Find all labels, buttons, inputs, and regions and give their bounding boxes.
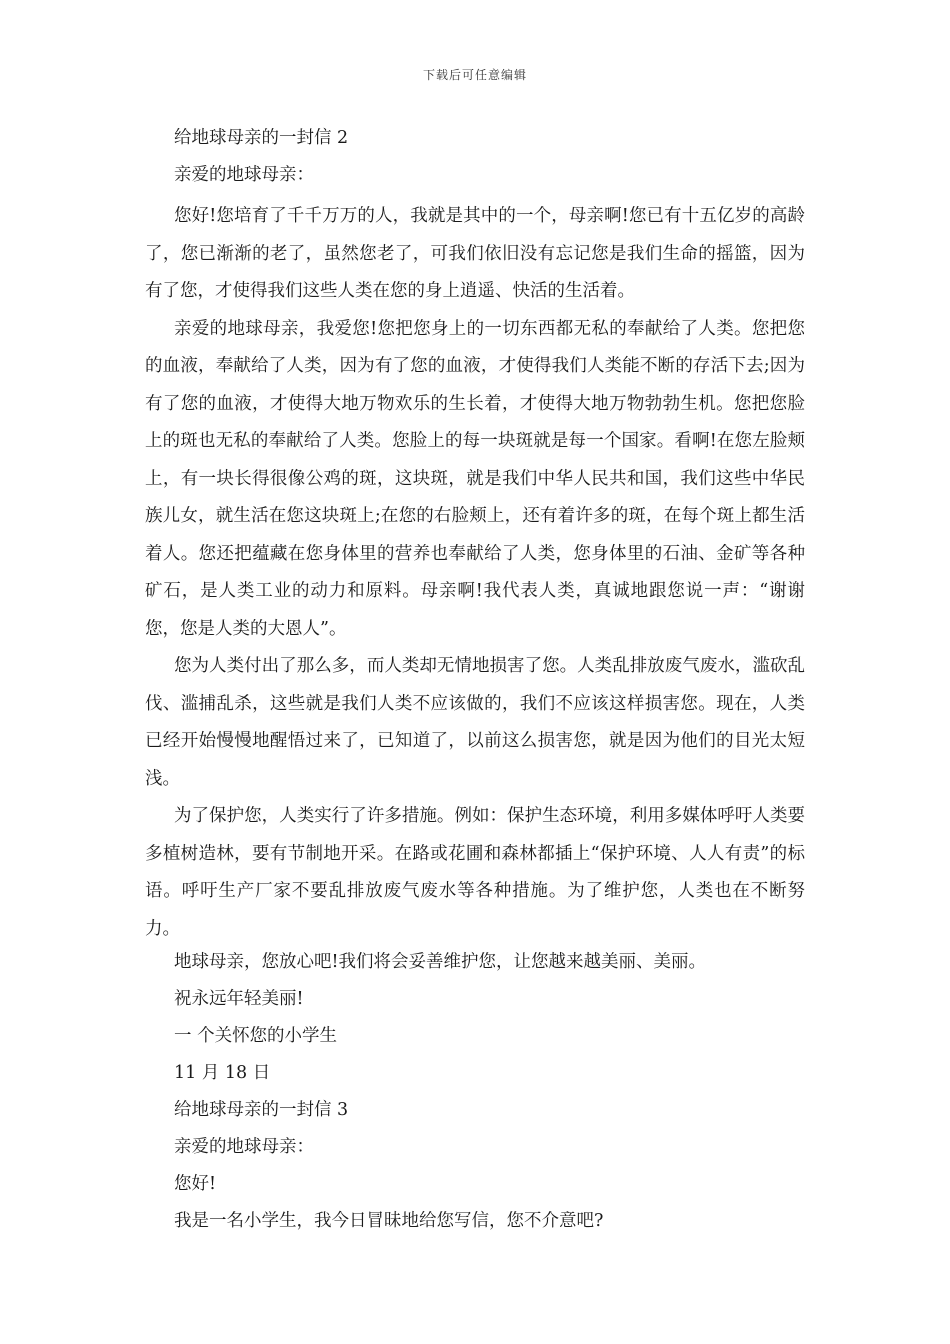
letter-3-salutation: 亲爱的地球母亲： <box>174 1137 314 1157</box>
letter-3-title: 给地球母亲的一封信 3 <box>174 1100 349 1120</box>
letter-2-paragraph-2: 亲爱的地球母亲，我爱您!您把您身上的一切东西都无私的奉献给了人类。您把您的血液，奉献给了人类，因为有了您的血液，才使得我们人类能不断的存活下去;因为有了您的血液，才使得大地万物欢乐的生长着，才使得大地万物勃勃生机。您把您脸上的斑也无私的奉献给了人类。您脸上的每一块斑就是每一个国家。看啊!在您左脸颊上，有一块长得很像公鸡的斑，这块斑，就是我们中华人民共和国，我们这些中华民族儿女，就生活在您这块斑上;在您的右脸颊上，还有着许多的斑，在每个斑上都生活着人。您还把蕴藏在您身体里的营养也奉献给了人类，您身体里的石油、金矿等各种矿石，是人类工业的动力和原料。母亲啊!我代表人类，真诚地跟您说一声：“谢谢您，您是人类的大恩人”。 <box>145 318 805 639</box>
letter-2-paragraph-1: 您好!您培育了千千万万的人，我就是其中的一个，母亲啊!您已有十五亿岁的高龄了，您已渐渐的老了，虽然您老了，可我们依旧没有忘记您是我们生命的摇篮，因为有了您，才使得我们这些人类在您的身上逍遥、快活的生活着。 <box>145 206 805 301</box>
letter-2-paragraph-4: 为了保护您，人类实行了许多措施。例如：保护生态环境，利用多媒体呼吁人类要多植树造林，要有节制地开采。在路或花圃和森林都插上“保护环境、人人有责”的标语。呼吁生产厂家不要乱排放废气废水等各种措施。为了维护您，人类也在不断努力。 <box>145 806 805 939</box>
letter-2-title: 给地球母亲的一封信 2 <box>174 128 349 148</box>
letter-2-closing: 祝永远年轻美丽! <box>174 989 304 1009</box>
page-header: 下载后可任意编辑 <box>422 68 527 82</box>
letter-2-signature: 一 个关怀您的小学生 <box>174 1026 338 1046</box>
letter-2-paragraph-5: 地球母亲，您放心吧!我们将会妥善维护您，让您越来越美丽、美丽。 <box>174 952 707 972</box>
letter-3-first-line: 我是一名小学生，我今日冒昧地给您写信，您不介意吧? <box>174 1211 604 1231</box>
letter-2-date: 11 月 18 日 <box>174 1063 271 1083</box>
document-body <box>145 124 805 1244</box>
letter-2-paragraph-3: 您为人类付出了那么多，而人类却无情地损害了您。人类乱排放废气废水，滥砍乱伐、滥捕乱杀，这些就是我们人类不应该做的，我们不应该这样损害您。现在，人类已经开始慢慢地醒悟过来了，已知道了，以前这么损害您，就是因为他们的目光太短浅。 <box>145 656 805 789</box>
letter-2-salutation: 亲爱的地球母亲： <box>174 165 314 185</box>
letter-3-greeting: 您好! <box>174 1174 217 1194</box>
